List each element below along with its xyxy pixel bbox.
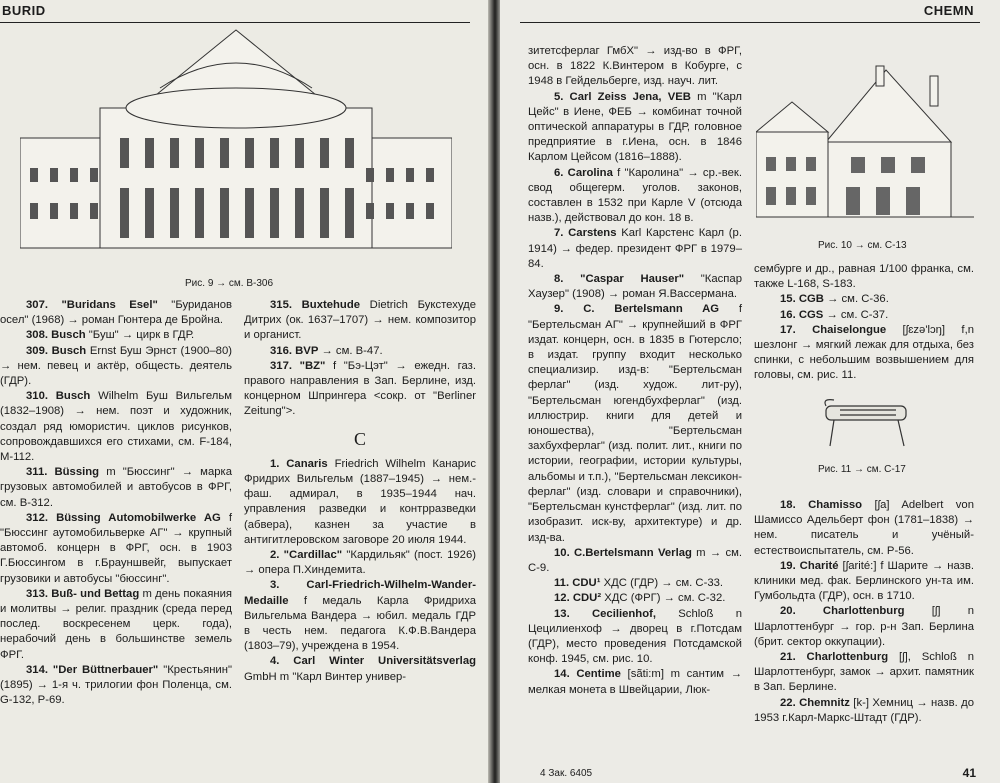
dictionary-entry	[754, 498, 974, 559]
dictionary-entry	[0, 465, 232, 511]
dictionary-entry	[0, 389, 232, 465]
dictionary-entry	[528, 546, 742, 576]
chaiselongue-illustration	[820, 392, 912, 450]
entry-text: "Каспар Хаузер" (1908) → роман Я.Вассермана.	[528, 273, 742, 301]
left-page	[0, 0, 492, 783]
entry-headword: 312. Büssing Automobilwerke AG	[26, 511, 221, 524]
theatre-illustration	[20, 28, 452, 256]
dictionary-entry	[244, 457, 476, 548]
entry-text: f медаль Карла Фридриха Вильгельма Вандера → юбил. медаль ГДР в честь нем. педагога К.Ф.В.Вандера (1803–79), учреждена в 1954.	[244, 594, 476, 653]
entry-text: m → см. С-9.	[528, 546, 742, 574]
entry-text: → см. С-36.	[823, 293, 889, 306]
entry-text: [sãti:m] m сантим → мелкая монета в Швейцарии, Люк-	[528, 668, 742, 696]
entry-text: сембурге и др., равная 1/100 франка, см. также L-168, S-183.	[754, 263, 974, 291]
entry-headword: 314. "Der Büttnerbauer"	[26, 663, 159, 676]
entry-text: Schloß n Цецилиенхоф → дворец в г.Потсдам (ГДР), место проведения Потсдамской конф. 1945, см. рис. 10.	[528, 607, 742, 666]
entry-headword: 9. C. Bertelsmann AG	[554, 303, 720, 316]
entry-headword: 20. Charlottenburg	[780, 605, 905, 618]
entry-headword: 313. Buß- und Bettag	[26, 587, 140, 600]
entry-text: Friedrich Wilhelm Канарис Фридрих Вильгельм (1887–1945) → нем.-фаш. адмирал, в 1935–1944 нач. управления разведки и контрразведки (абвера), казнен за участие в антигитлеровском заговоре 20 июля 1944.	[244, 457, 476, 546]
entry-headword: 15. CGB	[780, 293, 824, 306]
entry-headword: 316. BVP	[270, 344, 319, 357]
entry-text: [ʃɛzə'lɔŋ] f,n шезлонг → мягкий лежак для отдыха, без спинки, с небольшим возвышением для головы, см. рис. 11.	[754, 323, 974, 382]
dictionary-entry	[528, 576, 742, 591]
entry-headword: 4. Carl Winter Universitätsverlag	[270, 655, 476, 668]
header-rule	[0, 22, 470, 23]
entry-text: f "Бэ-Цэт" → ежедн. газ. правого направления в Зап. Берлине, изд. концерном Шпрингера <сокр. от "Berliner Zeitung">.	[244, 359, 476, 418]
right-column-2-bottom	[754, 498, 974, 726]
entry-text: [ʃ], Schloß n Шарлоттенбург, замок → архит. памятник в Зап. Берлине.	[754, 651, 974, 694]
dictionary-entry	[754, 262, 974, 292]
entry-text: "Крестьянин" (1895) → 1-я ч. трилогии фон Поленца, см. G-132, Р-69.	[0, 663, 232, 707]
entry-text: m день покаяния и молитвы → религ. праздник (среда перед послед. воскресенем церк. года), нерабочий день в большинстве земель ФРГ.	[0, 587, 232, 661]
dictionary-entry	[528, 591, 742, 606]
left-column-1	[0, 298, 232, 708]
printer-signature: 4 Зак. 6405	[540, 768, 593, 779]
dictionary-entry	[528, 272, 742, 302]
entry-headword: 1. Canaris	[270, 457, 328, 470]
entry-headword: 21. Charlottenburg	[780, 651, 889, 664]
entry-headword: 2. "Cardillac"	[270, 549, 343, 562]
right-column-2-top	[754, 262, 974, 384]
right-column-1	[528, 44, 742, 698]
entry-headword: 17. Chaiselongue	[780, 323, 887, 336]
entry-headword: 309. Busch	[26, 344, 87, 357]
dictionary-entry	[754, 323, 974, 384]
dictionary-entry	[754, 559, 974, 605]
figure-caption-2: Рис. 11 → см. С-17	[818, 464, 906, 475]
dictionary-entry	[0, 344, 232, 390]
entry-headword: 18. Chamisso	[780, 499, 863, 511]
entry-text: зитетсферлаг ГмбХ" → изд-во в ФРГ, осн. в 1822 К.Винтером в Кобурге, с 1948 в Гейдельберге, изд. науч. лит.	[528, 45, 742, 88]
right-page	[500, 0, 1000, 783]
dictionary-entry	[244, 548, 476, 578]
entry-text: [k-] Хемниц → назв. до 1953 г.Карл-Маркс-Штадт (ГДР).	[754, 696, 974, 724]
dictionary-entry	[244, 578, 476, 654]
dictionary-entry	[244, 654, 476, 684]
section-letter: С	[353, 428, 366, 449]
dictionary-entry	[754, 308, 974, 323]
dictionary-entry	[0, 587, 232, 663]
dictionary-entry	[754, 696, 974, 726]
dictionary-entry	[244, 298, 476, 344]
entry-headword: 22. Chemnitz	[780, 696, 850, 709]
entry-headword: 7. Carstens	[554, 227, 617, 240]
entry-text: "Буш" → цирк в ГДР.	[85, 329, 195, 342]
entry-headword: 14. Centime	[554, 668, 621, 681]
running-header-right: CHEMN	[923, 3, 974, 18]
entry-text: m "Бюссинг" → марка грузовых автомобилей и автобусов в ФРГ, см. В-312.	[0, 466, 232, 509]
entry-headword: 3. Carl-Friedrich-Wilhelm-Wander-Medaille	[244, 579, 476, 607]
running-header-left: BURID	[2, 3, 46, 18]
dictionary-entry	[528, 302, 742, 545]
entry-headword: 317. "BZ"	[270, 359, 326, 372]
entry-text: Dietrich Букстехуде Дитрих (ок. 1637–1707) → нем. композитор и органист.	[244, 299, 477, 342]
entry-headword: 12. CDU²	[554, 592, 602, 605]
entry-headword: 315. Buxtehude	[270, 299, 361, 311]
figure-caption: Рис. 10 → см. С-13	[818, 240, 907, 251]
entry-headword: 13. Cecilienhof,	[554, 607, 656, 620]
dictionary-entry	[528, 667, 742, 697]
entry-headword: 310. Busch	[26, 390, 91, 403]
entry-text: m "Карл Цейс" в Иене, ФЕБ → комбинат точной оптической аппаратуры в ГДР, головное предприятие в г.Иена, осн. в 1846 Карлом Цейсом (1816–1888).	[528, 90, 742, 164]
dictionary-entry	[754, 604, 974, 650]
dictionary-entry	[528, 607, 742, 668]
entry-headword: 5. Carl Zeiss Jena, VEB	[554, 90, 691, 103]
entry-text: Karl Карстенс Карл (р. 1914) → федер. президент ФРГ в 1979–84.	[528, 227, 742, 270]
left-column-2	[244, 298, 476, 685]
entry-text: GmbH m "Карл Винтер универ-	[244, 670, 407, 683]
entry-headword: 308. Busch	[26, 329, 86, 342]
entry-text: f "Бертельсман АГ" → крупнейший в ФРГ издат. концерн, осн. в 1835 в Гютерсло; в издат. группу входит несколько специализир. изд-в: "Бертельсман ферлаг" (изд. худож. лит-ру), "Бертельсман югендбухферлаг" (изд. иллюстрир. книги для детей и юношества), "Бертельсман захбухферлаг" (изд. полит. лит., книги по истории, географии, истории культуры, альбомы и т.п.), "Бертельсман лексикон-ферлаг" (изд. словари и справочники), "Бертельсман кунстферлаг" (изд. лит. по изобразит. иск-ву, архитектуре) и др. изд-ва.	[528, 303, 742, 544]
entry-text: Wilhelm Буш Вильгельм (1832–1908) → нем. поэт и художник, создал ряд юмористич. циклов рисунков, сопровождавшихся его стихами, см. F-184, М-112.	[0, 390, 233, 464]
figure-caption: Рис. 9 → см. В-306	[185, 278, 274, 289]
entry-text: ХДС (ФРГ) → см. С-32.	[601, 592, 726, 605]
entry-headword: 10. C.Bertelsmann Verlag	[554, 546, 692, 559]
page-number: 41	[962, 766, 976, 780]
dictionary-entry	[244, 344, 476, 359]
entry-text: ХДС (ГДР) → см. С-33.	[600, 577, 724, 590]
dictionary-entry	[244, 359, 476, 420]
entry-headword: 11. CDU¹	[554, 577, 601, 590]
entry-text: f "Бюссинг аутомобильверке АГ" → крупный автомоб. концерн в ФРГ, осн. в 1903 Г.Бюссингом в г.Брауншвейг, выпускает грузовики и автобусы "бюссинг".	[0, 511, 232, 585]
entry-text: [ʃarité:] f Шарите → назв. клиники мед. фак. Берлинского ун-та им. Гумбольдта (ГДР), осн. в 1710.	[754, 559, 974, 603]
dictionary-entry	[528, 44, 742, 90]
entry-headword: 311. Büssing	[26, 466, 100, 479]
entry-headword: 19. Charité	[780, 559, 839, 572]
entry-text: f "Каролина" → ср.-век. свод общегерм. уголов. законов, составлен в 1532 при Карле V (отсюда назв.), действовал до кон. 18 в.	[528, 166, 742, 225]
entry-text: [ʃa] Adelbert von Шамиссо Адельберт фон (1781–1838) → нем. писатель и учёный-естествоиспытатель, см. Р-56.	[754, 499, 974, 557]
entry-text: [ʃ] n Шарлоттенбург → гор. р-н Зап. Берлина (брит. сектор оккупации).	[754, 605, 974, 648]
entry-headword: 16. CGS	[780, 308, 824, 321]
entry-headword: 8. "Caspar Hauser"	[554, 273, 685, 286]
entry-headword: 6. Carolina	[554, 166, 613, 179]
header-rule	[520, 22, 980, 23]
entry-text: → см. С-37.	[823, 308, 889, 321]
dictionary-entry	[0, 511, 232, 587]
dictionary-entry	[528, 90, 742, 166]
dictionary-entry	[754, 650, 974, 696]
dictionary-entry	[528, 226, 742, 272]
dictionary-entry	[754, 292, 974, 307]
dictionary-entry	[528, 166, 742, 227]
entry-text: "Буриданов осел" (1968) → роман Гюнтера де Бройна.	[0, 299, 232, 327]
cecilienhof-illustration	[756, 62, 974, 222]
entry-text: "Кардильяк" (пост. 1926) → опера П.Хиндемита.	[244, 549, 476, 577]
dictionary-entry	[0, 328, 232, 343]
entry-text: → см. В-47.	[318, 344, 383, 357]
dictionary-entry	[0, 663, 232, 709]
entry-headword: 307. "Buridans Esel"	[26, 299, 158, 311]
entry-text: Ernst Буш Эрнст (1900–80) → нем. певец и актёр, общесть. деятель (ГДР).	[0, 344, 232, 388]
dictionary-entry	[0, 298, 232, 328]
